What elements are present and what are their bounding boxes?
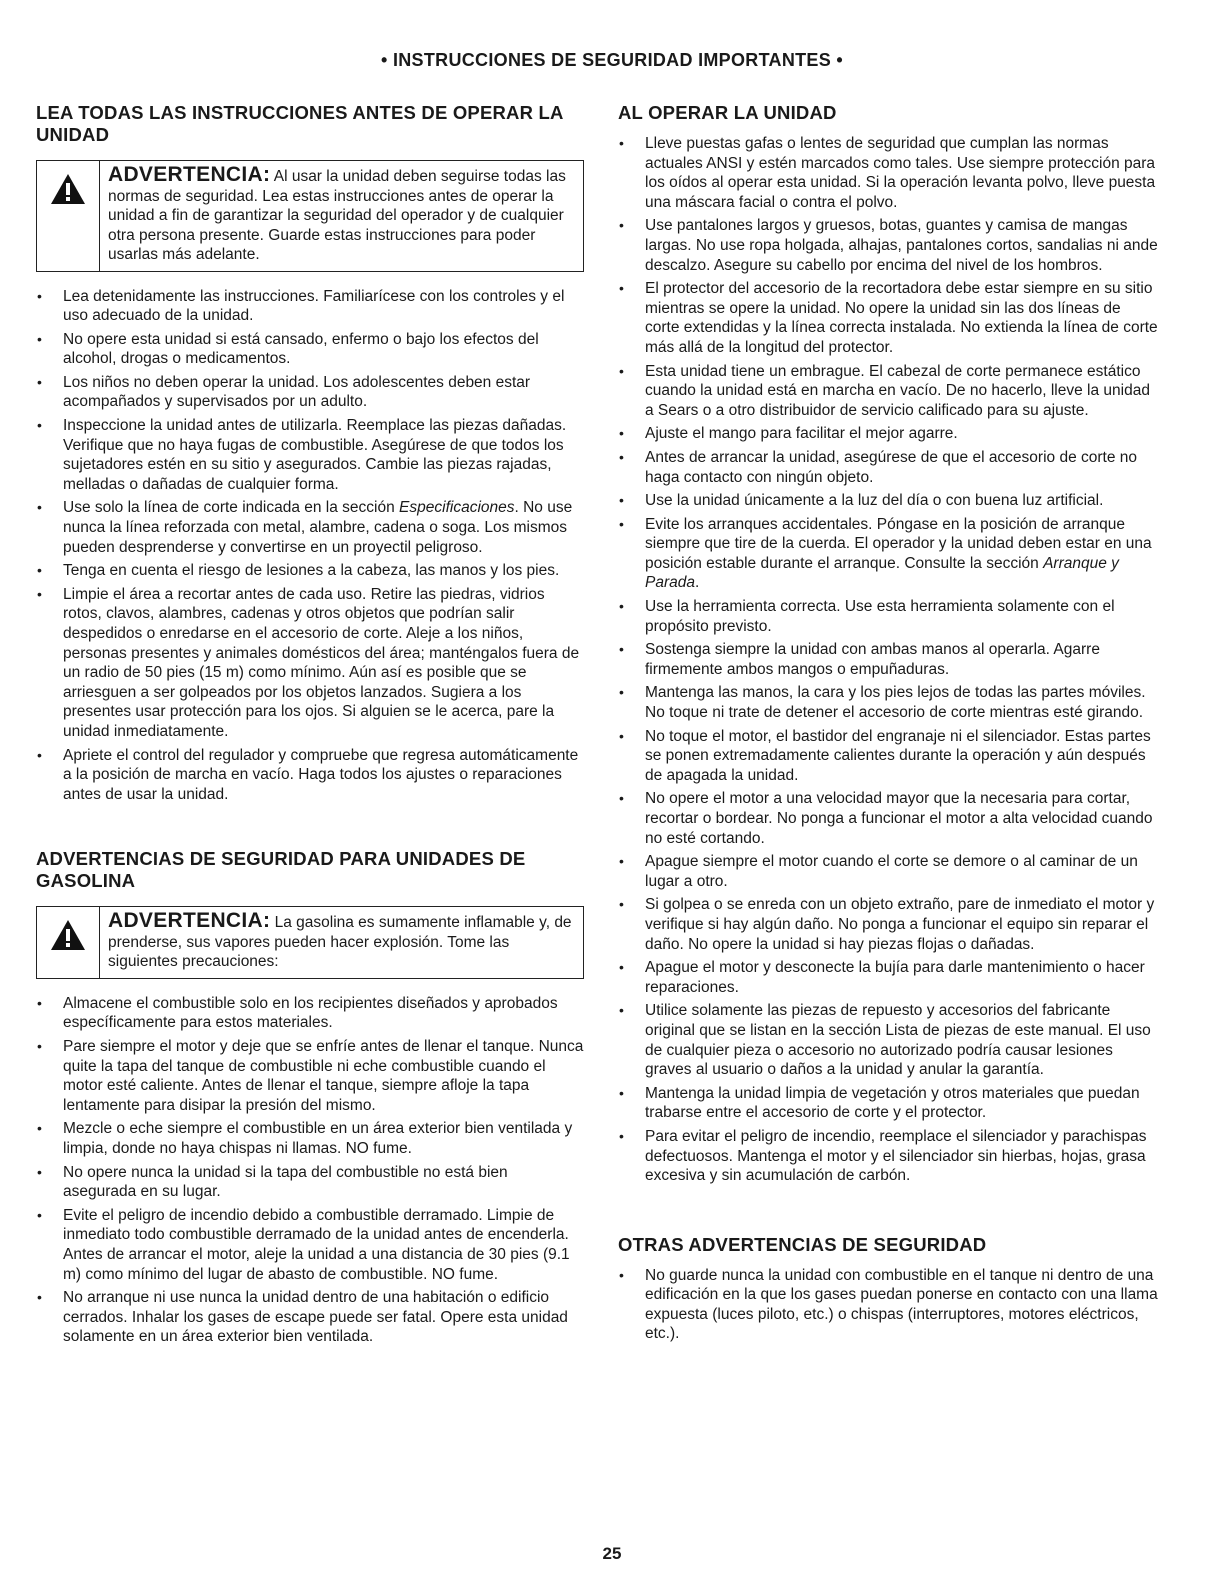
warning-title: ADVERTENCIA: bbox=[108, 909, 271, 933]
list-item: • Evite el peligro de incendio debido a combustible derramado. Limpie de inmediato todo combustible derramado de la unidad antes de encenderla. Antes de arrancar el motor, aleje la unidad a una distancia de 30 pies (9.1 m) como mínimo del lugar de abasto de combustible. NO fume. bbox=[36, 1206, 584, 1284]
list-item: • Si golpea o se enreda con un objeto extraño, pare de inmediato el motor y verifique si hay algún daño. No ponga a funcionar el equipo sin reparar el daño. No opere la unidad si hay piezas flojas o dañadas. bbox=[618, 895, 1158, 954]
list-item: • Lea detenidamente las instrucciones. Familiarícese con los controles y el uso adecuado de la unidad. bbox=[36, 287, 584, 326]
list-item: • No toque el motor, el bastidor del engranaje ni el silenciador. Estas partes se ponen extremadamente calientes durante la operación y aún después de apagada la unidad. bbox=[618, 727, 1158, 786]
list-item: • Apague siempre el motor cuando el corte se demore o al caminar de un lugar a otro. bbox=[618, 852, 1158, 891]
warning-body: Al usar la unidad deben seguirse todas las normas de seguridad. Lea estas instrucciones antes de operar la unidad a fin de garantizar la seguridad del operador y de cualquier otra persona presente. Guarde estas instrucciones para poder usarlas más adelante. bbox=[108, 168, 566, 263]
warning-triangle-icon bbox=[50, 919, 86, 951]
list-item: • Use la herramienta correcta. Use esta herramienta solamente con el propósito previsto. bbox=[618, 597, 1158, 636]
list-item: • Ajuste el mango para facilitar el mejor agarre. bbox=[618, 424, 1158, 444]
text-run: Evite los arranques accidentales. Póngase en la posición de arranque siempre que tire de la cuerda. El operador y la unidad deben estar en una posición estable durante el arranque. Consulte la sección bbox=[645, 515, 1152, 572]
warning-box-general bbox=[36, 160, 584, 272]
left-column bbox=[36, 102, 584, 1351]
list-item: • No guarde nunca la unidad con combustible en el tanque ni dentro de una edificación en la que los gases puedan ponerse en contacto con una llama expuesta (luces piloto, etc.) o chispas (interruptores, motores eléctricos, etc.). bbox=[618, 1266, 1158, 1344]
bullet-list-gasoline bbox=[36, 994, 584, 1347]
bullet-list-other-warnings bbox=[618, 1266, 1158, 1344]
warning-icon-cell bbox=[37, 161, 100, 271]
list-item: • No arranque ni use nunca la unidad dentro de una habitación o edificio cerrados. Inhalar los gases de escape puede ser fatal. Opere esta unidad solamente en un área exterior bien ventilada. bbox=[36, 1288, 584, 1347]
list-item: • Los niños no deben operar la unidad. Los adolescentes deben estar acompañados y supervisados por un adulto. bbox=[36, 373, 584, 412]
list-item: • Utilice solamente las piezas de repuesto y accesorios del fabricante original que se listan en la sección Lista de piezas de este manual. El uso de cualquier pieza o accesorio no autorizado podría causar lesiones graves al usuario o daños a la unidad y anular la garantía. bbox=[618, 1001, 1158, 1079]
warning-text bbox=[100, 161, 583, 271]
bullet-list-operating bbox=[618, 134, 1158, 1186]
section-heading-operating: AL OPERAR LA UNIDAD bbox=[618, 102, 837, 123]
list-item: • Use pantalones largos y gruesos, botas, guantes y camisa de mangas largas. No use ropa holgada, alhajas, pantalones cortos, sandalias ni ande descalzo. Asegure su cabello por encima del nivel de los hombros. bbox=[618, 216, 1158, 275]
list-item: • Almacene el combustible solo en los recipientes diseñados y aprobados específicamente para estos materiales. bbox=[36, 994, 584, 1033]
list-item: • Pare siempre el motor y deje que se enfríe antes de llenar el tanque. Nunca quite la tapa del tanque de combustible ni eche combustible cuando el motor esté caliente. Antes de llenar el tanque, siempre afloje la tapa lentamente para disipar la presión del mismo. bbox=[36, 1037, 584, 1115]
list-item: • Sostenga siempre la unidad con ambas manos al operarla. Agarre firmemente ambos mangos o empuñaduras. bbox=[618, 640, 1158, 679]
italic-reference: Especificaciones bbox=[399, 499, 515, 517]
list-item: • Lleve puestas gafas o lentes de seguridad que cumplan las normas actuales ANSI y estén marcados como tales. Use siempre protección para los oídos al operar esta unidad. Si la operación levanta polvo, lleve puesta una máscara facial o contra el polvo. bbox=[618, 134, 1158, 212]
list-item: • Use la unidad únicamente a la luz del día o con buena luz artificial. bbox=[618, 491, 1158, 511]
warning-body: La gasolina es sumamente inflamable y, de prenderse, sus vapores pueden hacer explosión. Tome las siguientes precauciones: bbox=[108, 914, 572, 971]
page-number: 25 bbox=[602, 1544, 622, 1563]
list-item: • No opere esta unidad si está cansado, enfermo o bajo los efectos del alcohol, drogas o medicamentos. bbox=[36, 330, 584, 369]
list-item: • Esta unidad tiene un embrague. El cabezal de corte permanece estático cuando la unidad está en marcha en vacío. De no hacerlo, lleve la unidad a Sears o a otro distribuidor de servicio calificado para su ajuste. bbox=[618, 362, 1158, 421]
list-item: • Mezcle o eche siempre el combustible en un área exterior bien ventilada y limpia, donde no haya chispas ni llamas. NO fume. bbox=[36, 1119, 584, 1158]
list-item: • Apague el motor y desconecte la bujía para darle mantenimiento o hacer reparaciones. bbox=[618, 958, 1158, 997]
list-item: • Mantenga la unidad limpia de vegetación y otros materiales que puedan trabarse entre el accesorio de corte y el protector. bbox=[618, 1084, 1158, 1123]
list-item bbox=[618, 515, 1158, 593]
list-item: • Tenga en cuenta el riesgo de lesiones a la cabeza, las manos y los pies. bbox=[36, 561, 584, 581]
list-item: • Mantenga las manos, la cara y los pies lejos de todas las partes móviles. No toque ni trate de detener el accesorio de corte mientras esté girando. bbox=[618, 683, 1158, 722]
warning-icon-cell bbox=[37, 907, 100, 978]
text-run: . No use nunca la línea reforzada con metal, alambre, cadena o soga. Los mismos pueden desprenderse y convertirse en un proyectil peligroso. bbox=[63, 499, 573, 556]
section-heading-gasoline: ADVERTENCIAS DE SEGURIDAD PARA UNIDADES DE GASOLINA bbox=[36, 848, 526, 892]
warning-box-gasoline bbox=[36, 906, 584, 979]
section-heading-read-instructions: LEA TODAS LAS INSTRUCCIONES ANTES DE OPERAR LA UNIDAD bbox=[36, 102, 563, 145]
list-item: • Antes de arrancar la unidad, asegúrese de que el accesorio de corte no haga contacto con ningún objeto. bbox=[618, 448, 1158, 487]
list-item: • No opere el motor a una velocidad mayor que la necesaria para cortar, recortar o bordear. No ponga a funcionar el motor a alta velocidad cuando no esté cortando. bbox=[618, 789, 1158, 848]
list-item: • El protector del accesorio de la recortadora debe estar siempre en su sitio mientras se opere la unidad. No opere la unidad sin las dos líneas de corte extendidas y la línea correcta instalada. No extienda la línea de corte más allá de la longitud del protector. bbox=[618, 279, 1158, 357]
section-heading-other-warnings: OTRAS ADVERTENCIAS DE SEGURIDAD bbox=[618, 1233, 987, 1255]
text-run: Use solo la línea de corte indicada en la sección bbox=[63, 499, 400, 517]
right-column bbox=[618, 102, 1158, 1348]
bullet-list-read-instructions bbox=[36, 287, 584, 805]
list-item bbox=[36, 498, 584, 557]
list-item: • Para evitar el peligro de incendio, reemplace el silenciador y parachispas defectuosos. Mantenga el motor y el silenciador sin hierbas, hojas, grasa excesiva y sin acumulación de carbón. bbox=[618, 1127, 1158, 1186]
list-item: • Apriete el control del regulador y compruebe que regresa automáticamente a la posición de marcha en vacío. Haga todos los ajustes o reparaciones antes de usar la unidad. bbox=[36, 746, 584, 805]
list-item: • Inspeccione la unidad antes de utilizarla. Reemplace las piezas dañadas. Verifique que no haya fugas de combustible. Asegúrese de que todos los sujetadores estén en su sitio y asegurados. Cambie las piezas rajadas, melladas o dañadas de cualquier forma. bbox=[36, 416, 584, 494]
warning-triangle-icon bbox=[50, 173, 86, 205]
list-item: • Limpie el área a recortar antes de cada uso. Retire las piedras, vidrios rotos, clavos, alambres, cadenas y otros objetos que podrían salir despedidos o enredarse en el accesorio de corte. Aleje a los niños, personas presentes y animales domésticos del área; manténgalos fuera de un radio de 50 pies (15 m) como mínimo. Aún así es posible que se arriesguen a ser golpeados por los objetos lanzados. Sugiera a los presentes usar protección para los ojos. Si alguien se le acerca, pare la unidad inmediatamente. bbox=[36, 585, 584, 742]
text-run: . bbox=[694, 574, 700, 592]
list-item: • No opere nunca la unidad si la tapa del combustible no está bien asegurada en su lugar. bbox=[36, 1163, 584, 1202]
warning-text bbox=[100, 907, 583, 978]
page-header: • INSTRUCCIONES DE SEGURIDAD IMPORTANTES • bbox=[381, 50, 843, 70]
italic-reference: Arranque y Parada bbox=[645, 554, 1119, 592]
warning-title: ADVERTENCIA: bbox=[108, 163, 271, 186]
